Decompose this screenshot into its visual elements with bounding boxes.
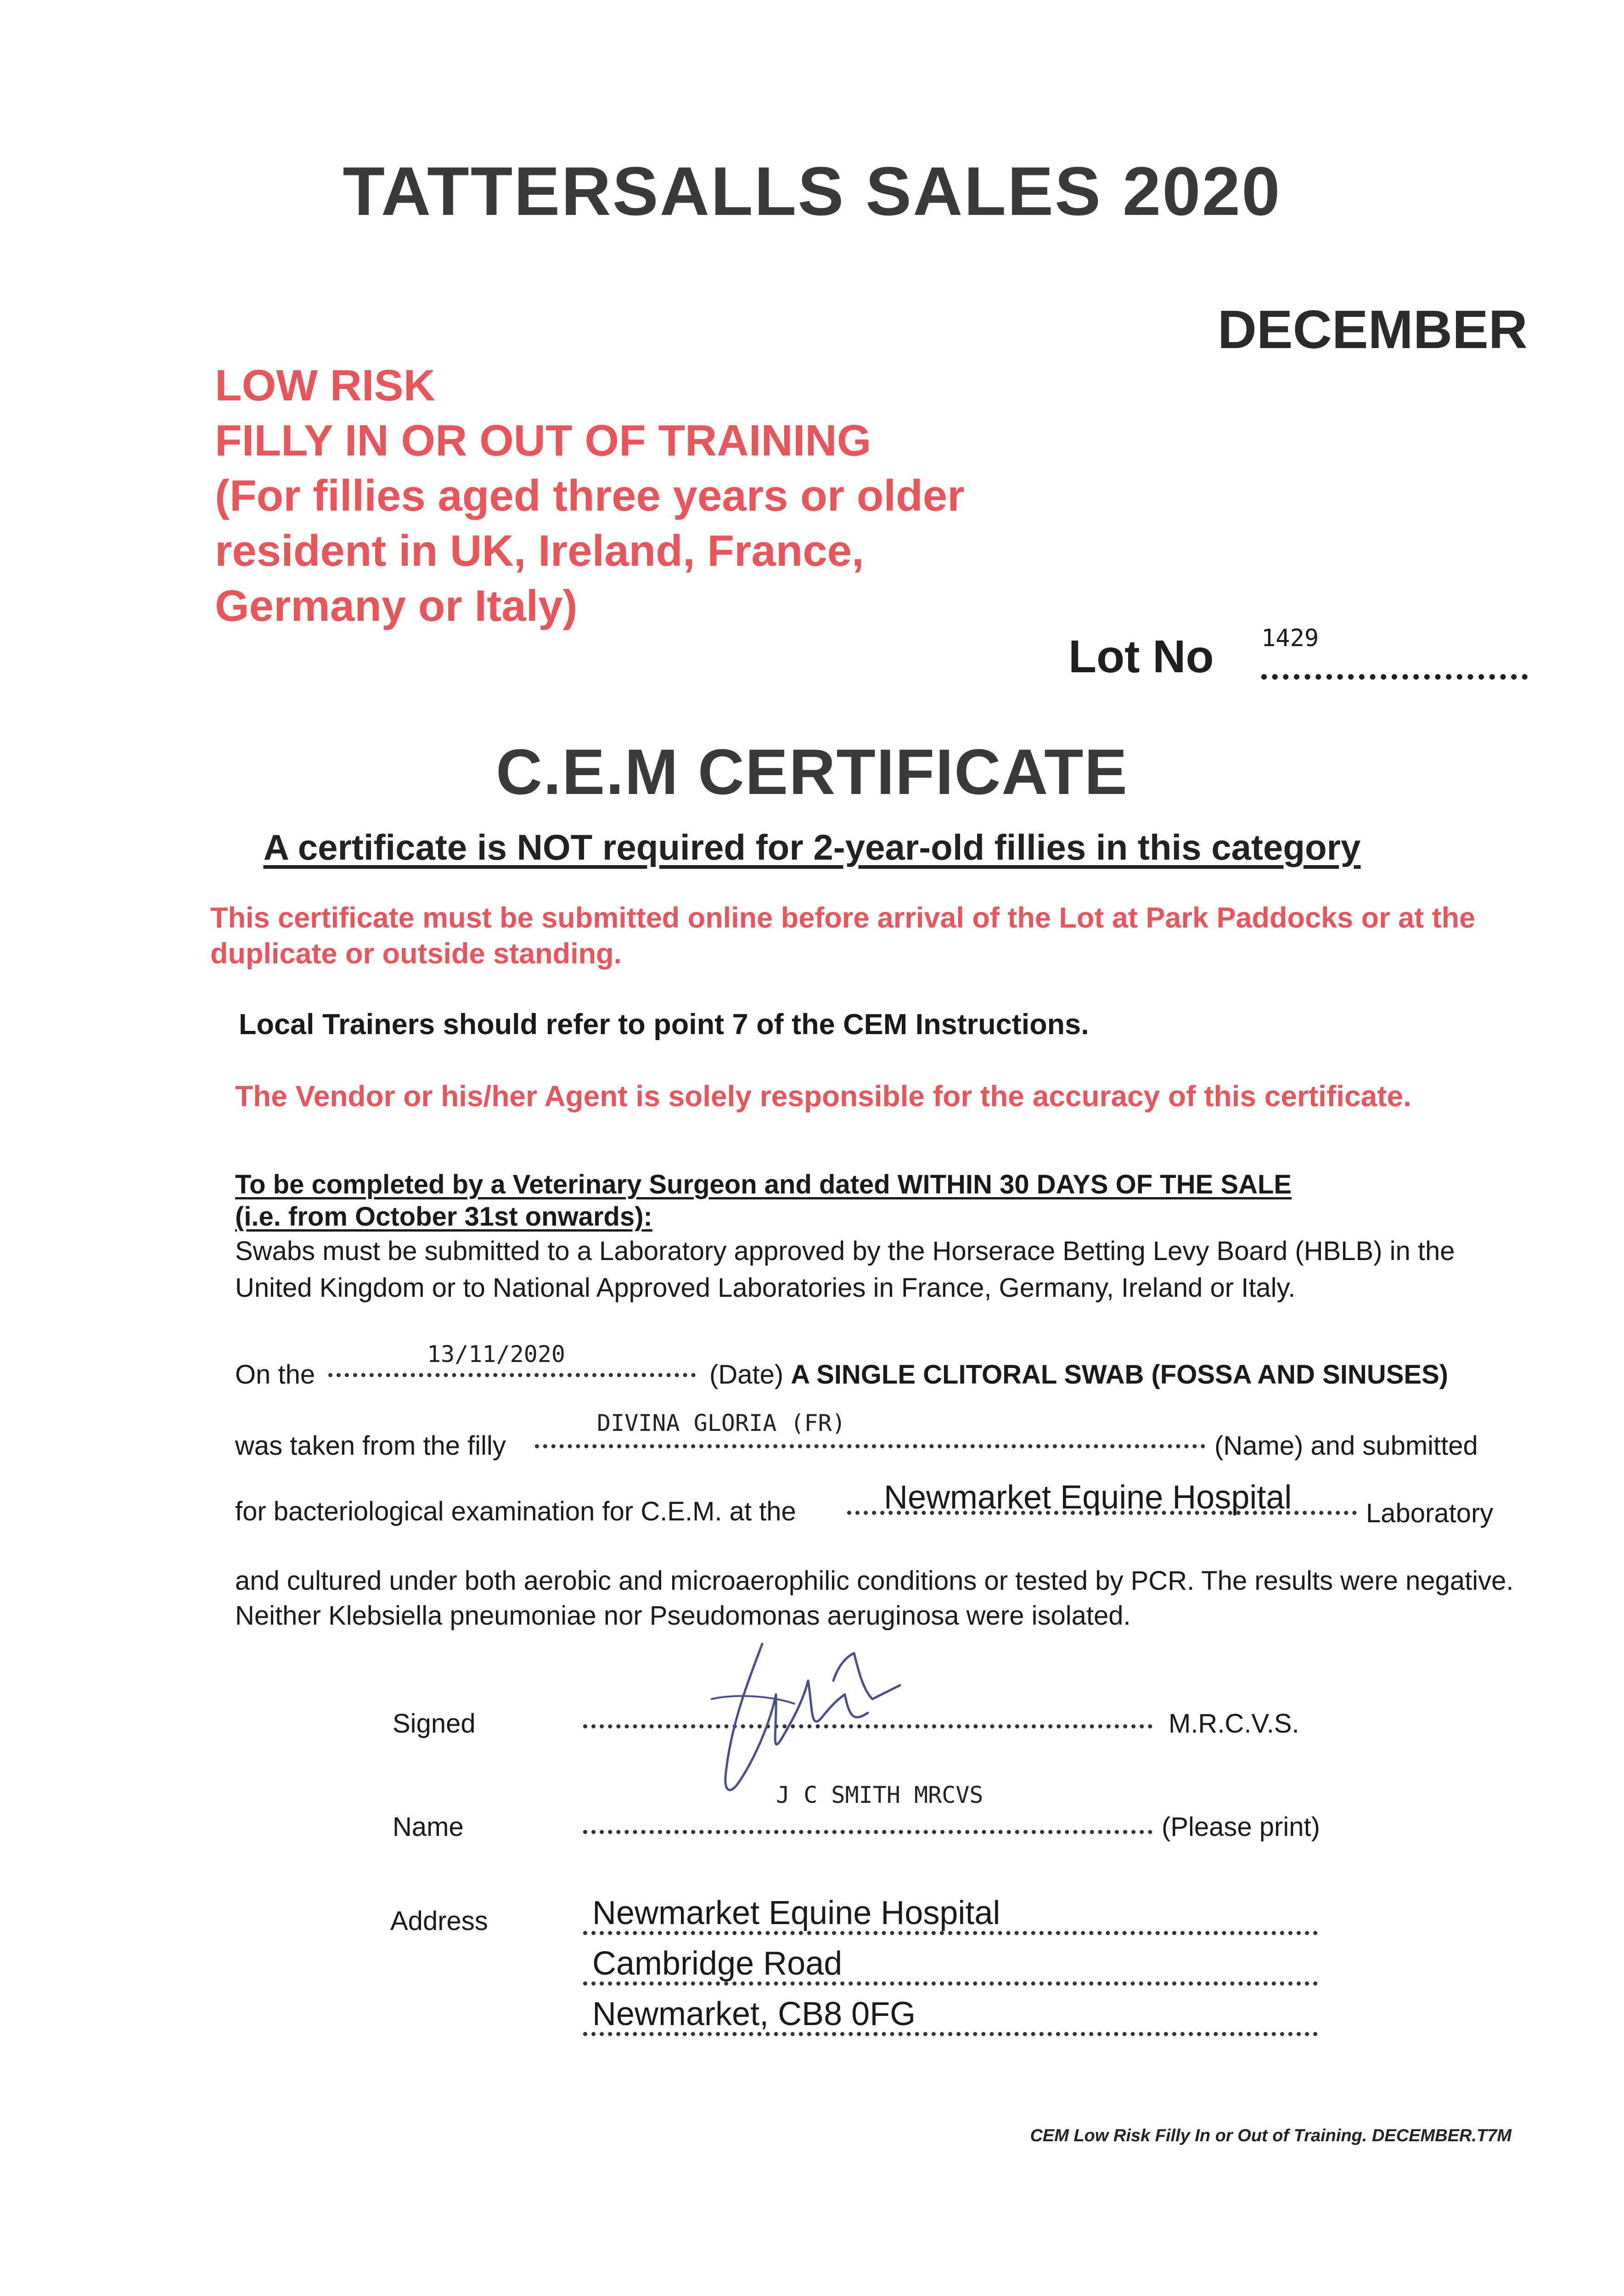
signed-label: Signed [393, 1709, 476, 1739]
vet-name-value[interactable]: J C SMITH MRCVS [776, 1782, 983, 1808]
category-line: resident in UK, Ireland, France, [215, 526, 864, 575]
exam-prefix: for bacteriological examination for C.E.M. at the [235, 1497, 796, 1526]
on-the-label: On the [235, 1360, 315, 1390]
footer-reference: CEM Low Risk Filly In or Out of Training. DECEMBER.T7M [1030, 2126, 1512, 2145]
filly-dotted-line [535, 1444, 1205, 1448]
address-label: Address [390, 1906, 488, 1936]
lot-number-field [1068, 625, 1528, 689]
local-trainers-notice: Local Trainers should refer to point 7 of the CEM Instructions. [239, 1008, 1089, 1041]
category-line: Germany or Italy) [215, 581, 578, 630]
date-value[interactable]: 13/11/2020 [427, 1341, 566, 1367]
name-suffix: (Name) and submitted [1214, 1431, 1478, 1461]
category-block [215, 358, 965, 634]
date-suffix: (Date) A SINGLE CLITORAL SWAB (FOSSA AND SINUSES) [709, 1360, 1449, 1390]
vet-heading-line: (i.e. from October 31st onwards): [235, 1202, 652, 1232]
date-dotted-line [328, 1373, 696, 1377]
name-dotted-line [583, 1830, 1152, 1834]
category-line: (For fillies aged three years or older [215, 471, 965, 520]
page-title: TATTERSALLS SALES 2020 [343, 152, 1281, 230]
address-line[interactable]: Newmarket, CB8 0FG [592, 1996, 916, 2032]
category-line: LOW RISK [215, 361, 435, 410]
lot-label: Lot No [1068, 631, 1214, 682]
certificate-title: C.E.M CERTIFICATE [496, 736, 1128, 808]
swabs-instructions: Swabs must be submitted to a Laboratory approved by the Horserace Betting Levy Board (HBLB) in the United Kingdom or to National Approved Laboratories in France, Germany, Ireland or Italy. [235, 1236, 1455, 1303]
address-line[interactable]: Newmarket Equine Hospital [592, 1895, 1000, 1931]
vet-heading [235, 1169, 1292, 1233]
lab-suffix: Laboratory [1366, 1498, 1494, 1528]
name-label: Name [393, 1812, 464, 1842]
category-line: FILLY IN OR OUT OF TRAINING [215, 416, 871, 465]
lot-value: 1429 [1261, 625, 1319, 652]
lab-name-value[interactable]: Newmarket Equine Hospital [884, 1479, 1292, 1516]
taken-from-label: was taken from the filly [235, 1431, 506, 1461]
filly-name-value[interactable]: DIVINA GLORIA (FR) [597, 1410, 846, 1436]
please-print-suffix: (Please print) [1162, 1812, 1320, 1842]
mrcvs-suffix: M.R.C.V.S. [1169, 1709, 1299, 1739]
vendor-notice: The Vendor or his/her Agent is solely responsible for the accuracy of this certificate. [235, 1080, 1411, 1113]
address-line[interactable]: Cambridge Road [592, 1945, 843, 1982]
lot-dotted-line [1261, 674, 1528, 680]
submit-notice: This certificate must be submitted online before arrival of the Lot at Park Paddocks or at the duplicate or outside standing. [210, 902, 1476, 970]
vet-heading-line: To be completed by a Veterinary Surgeon and dated WITHIN 30 DAYS OF THE SALE [235, 1170, 1292, 1199]
sale-month: DECEMBER [1217, 299, 1528, 360]
not-required-notice: A certificate is NOT required for 2-year-old fillies in this category [263, 827, 1361, 867]
results-text: and cultured under both aerobic and microaerophilic conditions or tested by PCR. The results were negative. Neither Klebsiella pneumoniae nor Pseudomonas aeruginosa were isolated. [235, 1566, 1514, 1631]
